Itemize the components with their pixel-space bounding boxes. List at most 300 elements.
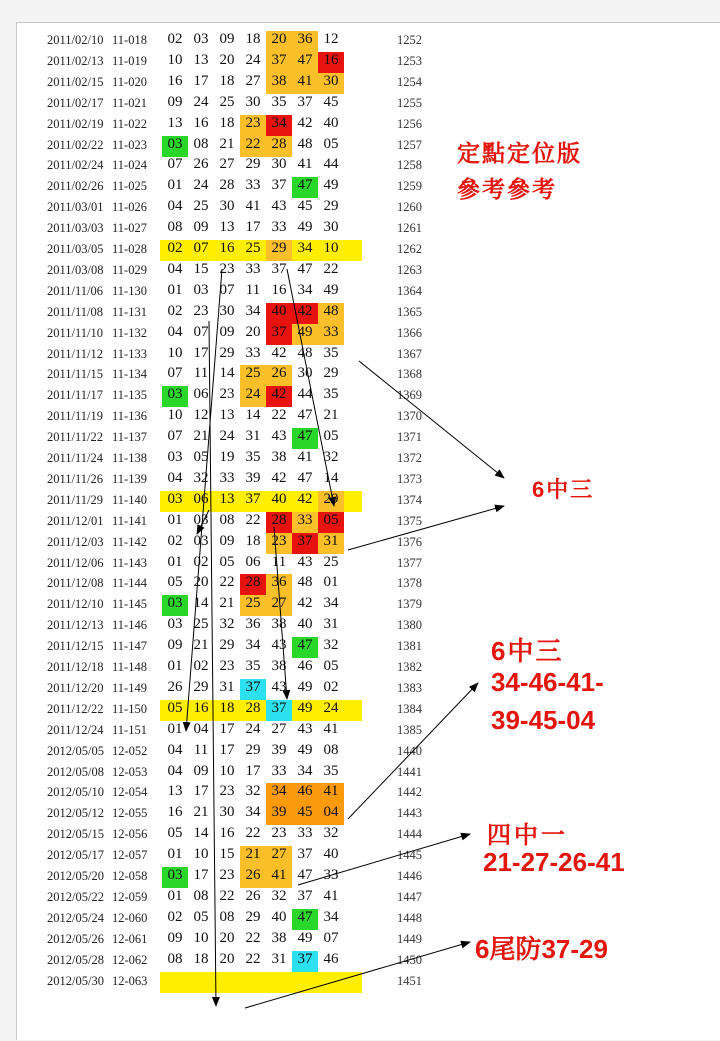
draw-number: 07: [323, 929, 339, 946]
draw-number: 40: [271, 490, 287, 507]
draw-number: 16: [193, 699, 209, 716]
draw-number: 31: [323, 616, 339, 633]
draw-number: 49: [323, 177, 339, 194]
draw-number: 34: [297, 281, 313, 298]
draw-count: 1442: [397, 785, 422, 800]
draw-number: 20: [245, 323, 261, 340]
draw-number: 14: [193, 595, 209, 612]
draw-number: 43: [297, 720, 313, 737]
draw-number: 41: [271, 867, 287, 883]
draw-number: 07: [193, 323, 209, 340]
draw-number: 23: [271, 532, 287, 549]
draw-date: 2011/02/19: [47, 116, 104, 131]
draw-period: 11-136: [112, 409, 147, 424]
draw-period: 12-055: [112, 806, 148, 821]
draw-number: 12: [193, 407, 209, 424]
draw-number: 09: [193, 219, 209, 236]
draw-number: 30: [323, 219, 339, 236]
draw-number: 35: [323, 762, 339, 779]
draw-number: 03: [167, 449, 183, 465]
draw-date: 2011/11/17: [47, 388, 104, 403]
draw-number: 01: [167, 846, 183, 863]
draw-count: 1380: [397, 618, 422, 633]
draw-count: 1449: [397, 931, 422, 946]
draw-count: 1445: [397, 848, 422, 863]
draw-number: 21: [323, 407, 339, 424]
draw-count: 1374: [397, 492, 422, 507]
draw-count: 1443: [397, 806, 422, 821]
draw-period: 11-025: [112, 179, 147, 194]
draw-number: 23: [193, 302, 209, 319]
draw-number: 03: [193, 511, 209, 528]
draw-number: 42: [297, 302, 313, 319]
draw-count: 1451: [397, 973, 422, 988]
draw-number: 36: [271, 574, 287, 591]
draw-number: 04: [323, 804, 339, 821]
draw-number: 05: [219, 553, 235, 570]
draw-number: 14: [323, 469, 339, 486]
draw-number: 11: [193, 741, 209, 758]
draw-date: 2012/05/05: [47, 743, 104, 758]
draw-number: 38: [271, 929, 287, 946]
annotation-6of3-b-line3: 39-45-04: [491, 705, 596, 735]
draw-date: 2011/11/06: [47, 283, 104, 298]
draw-number: 04: [193, 720, 209, 737]
draw-number: 30: [219, 804, 235, 821]
draw-date: 2011/12/08: [47, 576, 104, 591]
draw-period: 11-134: [112, 367, 147, 382]
draw-number: 05: [167, 699, 183, 716]
draw-number: 30: [297, 365, 313, 382]
draw-number: 23: [271, 825, 287, 842]
draw-number: 24: [193, 177, 209, 194]
draw-number: 25: [245, 595, 261, 612]
draw-number: 48: [297, 574, 313, 591]
draw-date: 2011/11/29: [47, 492, 104, 507]
draw-number: 27: [219, 156, 235, 173]
draw-number: 25: [245, 240, 261, 256]
draw-number: 34: [323, 595, 339, 612]
draw-count: 1447: [397, 889, 422, 904]
draw-period: 11-130: [112, 283, 147, 298]
draw-date: 2011/12/03: [47, 534, 104, 549]
draw-period: 12-057: [112, 848, 148, 863]
draw-number: 24: [245, 386, 261, 403]
draw-number: 05: [167, 825, 183, 842]
draw-number: 24: [193, 93, 209, 110]
draw-period: 11-023: [112, 137, 147, 152]
draw-date: 2011/11/10: [47, 325, 104, 340]
draw-date: 2011/12/24: [47, 722, 104, 737]
draw-period: 11-149: [112, 680, 147, 695]
draw-period: 11-140: [112, 492, 147, 507]
draw-number: 13: [219, 490, 235, 507]
draw-number: 29: [219, 344, 235, 361]
draw-number: 06: [193, 386, 209, 403]
draw-number: 41: [323, 783, 339, 800]
annotation-4of1-line1: 四中一: [487, 822, 568, 849]
draw-number: 03: [167, 595, 183, 612]
draw-number: 45: [323, 93, 339, 110]
draw-number: 28: [271, 135, 287, 152]
draw-number: 37: [297, 887, 313, 904]
draw-number: 14: [245, 407, 261, 424]
draw-number: 46: [323, 950, 339, 967]
draw-number: 40: [297, 616, 313, 633]
draw-number: 07: [167, 428, 183, 445]
draw-number: 14: [193, 825, 209, 842]
draw-number: 24: [219, 428, 235, 445]
draw-number: 49: [297, 929, 313, 946]
draw-count: 1366: [397, 325, 422, 340]
draw-period: 11-150: [112, 701, 147, 716]
draw-number: 37: [271, 260, 287, 277]
draw-number: 24: [245, 720, 261, 737]
draw-number: 04: [167, 323, 183, 340]
draw-number: 38: [271, 72, 287, 89]
draw-number: 05: [323, 135, 339, 152]
draw-number: 22: [323, 260, 339, 277]
draw-number: 01: [323, 574, 339, 591]
draw-number: 34: [297, 240, 313, 256]
draw-period: 12-060: [112, 910, 148, 925]
draw-number: 21: [193, 428, 209, 445]
draw-number: 11: [193, 365, 209, 382]
draw-date: 2011/12/22: [47, 701, 104, 716]
draw-number: 34: [297, 762, 313, 779]
draw-number: 01: [167, 281, 183, 298]
draw-number: 17: [193, 344, 209, 361]
draw-number: 10: [323, 240, 339, 256]
draw-number: 48: [297, 135, 313, 152]
draw-number: 29: [323, 365, 339, 382]
draw-period: 11-151: [112, 722, 147, 737]
draw-number: 35: [245, 449, 261, 465]
draw-number: 16: [167, 72, 183, 89]
annotation-tail: 6尾防37-29: [475, 934, 608, 964]
draw-number: 21: [193, 637, 209, 654]
draw-number: 29: [323, 490, 339, 507]
draw-number: 47: [297, 51, 313, 68]
draw-number: 33: [297, 825, 313, 842]
draw-period: 12-063: [112, 973, 148, 988]
draw-number: 17: [193, 72, 209, 89]
draw-number: 38: [271, 616, 287, 633]
arrow-37-to-14: [287, 269, 334, 506]
arrow-33-to-6of3: [359, 361, 504, 478]
draw-count: 1372: [397, 451, 422, 465]
draw-number: 13: [167, 783, 183, 800]
draw-number: 29: [245, 741, 261, 758]
draw-number: 09: [219, 31, 235, 47]
draw-period: 12-053: [112, 764, 148, 779]
draw-number: 02: [323, 678, 339, 695]
annotation-title-line1: 定點定位版: [457, 140, 582, 166]
draw-period: 11-131: [112, 304, 147, 319]
draw-number: 03: [193, 31, 209, 47]
draw-period: 12-056: [112, 827, 148, 842]
draw-number: 39: [245, 469, 261, 486]
draw-number: 31: [219, 678, 235, 695]
draw-count: 1368: [397, 367, 422, 382]
draw-date: 2011/12/18: [47, 660, 104, 674]
draw-count: 1364: [397, 283, 422, 298]
draw-period: 11-133: [112, 346, 147, 361]
draw-count: 1448: [397, 910, 422, 925]
draw-count: 1379: [397, 597, 422, 612]
draw-count: 1377: [397, 555, 422, 570]
draw-number: 47: [297, 867, 313, 883]
draw-period: 11-027: [112, 221, 147, 236]
annotation-6of3-b-line2: 34-46-41-: [491, 667, 604, 697]
draw-period: 11-019: [112, 53, 147, 68]
draw-count: 1440: [397, 743, 422, 758]
draw-number: 24: [323, 699, 339, 716]
draw-number: 05: [323, 428, 339, 445]
draw-count: 1450: [397, 952, 422, 967]
draw-number: 43: [271, 428, 287, 445]
draw-number: 08: [219, 908, 235, 925]
draw-count: 1263: [397, 262, 422, 277]
draw-number: 29: [245, 156, 261, 173]
draw-number: 34: [271, 114, 287, 131]
draw-number: 32: [323, 449, 339, 465]
draw-date: 2011/03/05: [47, 242, 104, 256]
draw-number: 22: [219, 574, 235, 591]
draw-number: 46: [297, 658, 313, 674]
draw-number: 02: [167, 31, 183, 47]
draw-number: 41: [297, 449, 313, 465]
draw-number: 10: [193, 929, 209, 946]
draw-number: 18: [245, 532, 261, 549]
draw-period: 11-147: [112, 639, 147, 654]
draw-number: 05: [193, 908, 209, 925]
draw-number: 24: [245, 51, 261, 68]
arrow-23-to-26: [186, 269, 222, 731]
draw-number: 28: [219, 177, 235, 194]
draw-number: 49: [297, 699, 313, 716]
draw-count: 1254: [397, 74, 422, 89]
draw-number: 37: [245, 490, 261, 507]
draw-number: 30: [323, 72, 339, 89]
draw-date: 2011/02/24: [47, 158, 104, 173]
draw-number: 41: [245, 198, 261, 215]
draw-number: 47: [297, 908, 313, 925]
draw-date: 2011/02/17: [47, 95, 104, 110]
draw-period: 11-146: [112, 618, 147, 633]
draw-number: 32: [219, 616, 235, 633]
draw-number: 42: [271, 386, 287, 403]
draw-date: 2011/11/19: [47, 409, 104, 424]
draw-number: 43: [297, 553, 313, 570]
draw-period: 12-062: [112, 952, 148, 967]
annotation-4of1-line2: 21-27-26-41: [483, 847, 625, 877]
draw-number: 36: [245, 616, 261, 633]
draw-number: 28: [245, 699, 261, 716]
draw-number: 16: [271, 281, 287, 298]
draw-number: 23: [219, 386, 235, 403]
draw-number: 22: [219, 887, 235, 904]
draw-number: 33: [323, 323, 339, 340]
draw-number: 25: [219, 93, 235, 110]
draw-number: 34: [245, 302, 261, 319]
draw-date: 2011/02/26: [47, 179, 104, 194]
draw-number: 03: [167, 490, 183, 507]
draw-number: 18: [245, 31, 261, 47]
draw-period: 12-061: [112, 931, 148, 946]
draw-number: 42: [297, 490, 313, 507]
draw-number: 39: [271, 741, 287, 758]
draw-number: 47: [297, 177, 313, 194]
draw-number: 21: [219, 135, 235, 152]
draw-number: 40: [323, 114, 339, 131]
draw-number: 29: [193, 678, 209, 695]
draw-count: 1384: [397, 701, 422, 716]
draw-number: 47: [297, 260, 313, 277]
draw-number: 23: [245, 114, 261, 131]
draw-number: 03: [167, 867, 183, 883]
draw-number: 10: [167, 344, 183, 361]
draw-date: 2011/11/24: [47, 451, 104, 465]
draw-date: 2012/05/24: [47, 910, 104, 925]
draw-count: 1367: [397, 346, 422, 361]
draw-number: 47: [297, 469, 313, 486]
draw-number: 30: [245, 93, 261, 110]
draw-number: 17: [219, 720, 235, 737]
draw-number: 17: [193, 867, 209, 883]
draw-number: 05: [323, 511, 339, 528]
draw-period: 11-145: [112, 597, 147, 612]
draw-number: 21: [245, 846, 261, 863]
draw-number: 38: [271, 658, 287, 674]
draw-date: 2011/12/13: [47, 618, 104, 633]
draw-period: 11-018: [112, 33, 147, 47]
draw-number: 45: [297, 198, 313, 215]
draw-count: 1262: [397, 242, 422, 256]
draw-count: 1444: [397, 827, 422, 842]
draw-period: 12-054: [112, 785, 148, 800]
draw-count: 1369: [397, 388, 422, 403]
draw-number: 45: [297, 804, 313, 821]
draw-number: 33: [271, 219, 287, 236]
draw-number: 48: [323, 302, 339, 319]
draw-number: 41: [297, 156, 313, 173]
draw-number: 30: [219, 198, 235, 215]
annotation-6of3: 6中三: [532, 477, 595, 502]
draw-number: 35: [323, 386, 339, 403]
draw-count: 1378: [397, 576, 422, 591]
draw-period: 11-142: [112, 534, 147, 549]
draw-date: 2011/12/06: [47, 555, 104, 570]
draw-number: 32: [193, 469, 209, 486]
draw-count: 1261: [397, 221, 422, 236]
draw-number: 49: [323, 281, 339, 298]
draw-number: 33: [245, 344, 261, 361]
draw-date: 2011/02/13: [47, 53, 104, 68]
draw-number: 37: [297, 532, 313, 549]
draw-number: 21: [219, 595, 235, 612]
draw-date: 2011/11/12: [47, 346, 104, 361]
draw-number: 16: [193, 114, 209, 131]
draw-number: 33: [323, 867, 339, 883]
draw-number: 44: [297, 386, 313, 403]
draw-number: 31: [245, 428, 261, 445]
draw-number: 05: [167, 574, 183, 591]
draw-period: 11-148: [112, 660, 147, 674]
draw-date: 2011/11/22: [47, 430, 104, 445]
draw-period: 11-132: [112, 325, 147, 340]
draw-number: 20: [193, 574, 209, 591]
draw-count: 1252: [397, 33, 422, 47]
draw-number: 42: [297, 595, 313, 612]
arrow-41-to-6of3b: [348, 680, 478, 819]
draw-number: 06: [193, 490, 209, 507]
draw-number: 41: [323, 720, 339, 737]
draw-number: 01: [167, 553, 183, 570]
draw-period: 11-141: [112, 513, 147, 528]
draw-count: 1446: [397, 869, 422, 883]
draw-number: 13: [167, 114, 183, 131]
annotation-title-line2: 參考參考: [457, 176, 557, 202]
arrow-31-to-6of3: [348, 506, 504, 550]
draw-number: 04: [167, 469, 183, 486]
draw-count: 1255: [397, 95, 422, 110]
draw-number: 29: [245, 908, 261, 925]
draw-number: 12: [323, 31, 339, 47]
draw-number: 22: [245, 511, 261, 528]
draw-number: 42: [271, 469, 287, 486]
draw-number: 43: [271, 637, 287, 654]
draw-number: 22: [245, 929, 261, 946]
draw-number: 20: [219, 51, 235, 68]
draw-number: 27: [271, 720, 287, 737]
draw-period: 11-138: [112, 451, 147, 465]
draw-number: 37: [297, 950, 313, 967]
draw-date: 2011/03/03: [47, 221, 104, 236]
draw-number: 26: [271, 365, 287, 382]
draw-number: 49: [297, 323, 313, 340]
draw-number: 43: [271, 198, 287, 215]
draw-number: 15: [219, 846, 235, 863]
arrow-07-to-20: [209, 321, 216, 1006]
draw-date: 2011/11/08: [47, 304, 104, 319]
draw-number: 09: [167, 929, 183, 946]
draw-number: 21: [193, 804, 209, 821]
draw-date: 2011/02/15: [47, 74, 104, 89]
draw-number: 32: [245, 783, 261, 800]
draw-count: 1257: [397, 137, 422, 152]
draw-number: 13: [219, 407, 235, 424]
draw-number: 18: [219, 114, 235, 131]
draw-number: 03: [167, 616, 183, 633]
draw-number: 37: [271, 177, 287, 194]
draw-number: 17: [245, 762, 261, 779]
draw-period: 11-139: [112, 471, 147, 486]
draw-number: 23: [219, 867, 235, 883]
draw-number: 13: [193, 51, 209, 68]
draw-date: 2011/12/10: [47, 597, 104, 612]
draw-count: 1441: [397, 764, 422, 779]
draw-date: 2011/11/15: [47, 367, 104, 382]
draw-number: 37: [245, 678, 261, 695]
draw-number: 42: [271, 344, 287, 361]
draw-number: 47: [297, 428, 313, 445]
draw-number: 08: [193, 887, 209, 904]
draw-number: 01: [167, 887, 183, 904]
draw-period: 11-029: [112, 262, 147, 277]
draw-date: 2012/05/17: [47, 848, 104, 863]
draw-number: 37: [271, 699, 287, 716]
